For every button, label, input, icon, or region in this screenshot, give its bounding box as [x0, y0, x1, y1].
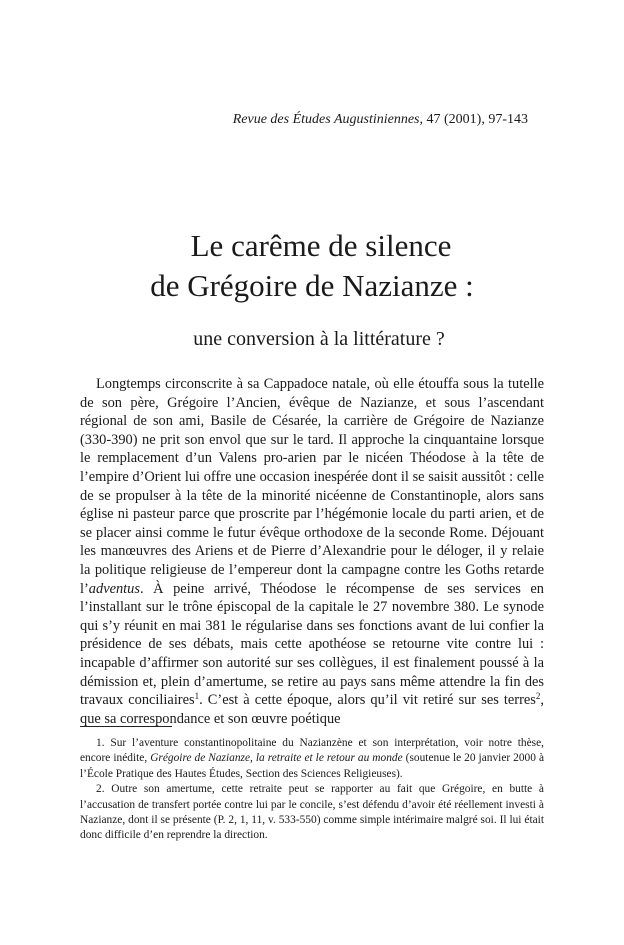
paragraph-text: . À peine arrivé, Théodose le récompense de ses services en l’installant sur le trône épiscopal de la capitale le 27 novembre 380. Le synode qui s’y réunit en mai 381 le régularise dans ses fonctions avant de lui confier la présidence de ses débats, mais cette apothéose se retourne vite contre lui : incapable d’affirmer son autorité sur ses collègues, il est finalement poussé à la démission et, plein d’amertume, se retire au pays sans même attendre la fin des travaux conciliaires	[80, 580, 544, 709]
article-title-line1: Le carême de silence	[190, 228, 452, 263]
article-subtitle: une conversion à la littérature ?	[193, 328, 445, 350]
footnote-text: 1. Sur l’aventure constantinopolitaine du Nazianzène et son interprétation, voir notre thèse, encore inédite,	[80, 737, 544, 765]
italic-term: adventus	[88, 580, 140, 597]
footnotes	[80, 736, 544, 844]
journal-volume-pages: , 47 (2001), 97-143	[419, 112, 528, 127]
thesis-title: Grégoire de Nazianze, la retraite et le retour au monde	[150, 752, 403, 765]
paragraph-text: . C’est à cette époque, alors qu’il vit retiré sur ses terres	[199, 692, 536, 709]
article-title-line2: de Grégoire de Nazianze :	[150, 268, 474, 303]
paragraph-text: Longtemps circonscrite à sa Cappadoce natale, où elle étouffa sous la tutelle de son père, Grégoire l’Ancien, évêque de Nazianze, et sous l’ascendant régional de son ami, Basile de Césarée, la carrière de Grégoire de Nazianze (330-390) ne prit son envol que sur le tard. Il approche la cinquantaine lorsque le remplacement d’un Valens pro-arien par le nicéen Théodose à la tête de l’empire d’Orient lui offre une occasion inespérée dont il se saisit aussitôt : celle de se propulser à la tête de la minorité nicéenne de Constantinople, alors sans église ni pasteur parce que proscrite par l’hégémonie locale du parti arien, et de se placer ainsi comme le futur évêque orthodoxe de la seconde Rome. Déjouant les manœuvres des Ariens et de Pierre d’Alexandrie pour le déloger, il y relaie la politique religieuse de l’empereur dont la campagne contre les Goths retarde l’	[80, 376, 544, 597]
footnote-separator	[80, 726, 172, 727]
journal-title: Revue des Études Augustiniennes	[232, 112, 420, 127]
footnote-ref-2[interactable]: 2	[535, 691, 541, 702]
body-text	[80, 375, 544, 728]
footnote-2: 2. Outre son amertume, cette retraite peut se rapporter au fait que Grégoire, en butte à l’accusation de transfert portée contre lui par le concile, s’est défendu d’avoir été réellement investi à Nazianze, dont il se présente (P. 2, 1, 11, v. 533-550) comme simple intérimaire malgré soi. Il lui était donc difficile d’en reprendre la direction.	[80, 783, 544, 842]
footnote-ref-1[interactable]: 1	[194, 691, 200, 702]
paragraph	[80, 375, 544, 728]
article-title-block	[0, 226, 624, 352]
footnote-1	[80, 736, 544, 782]
footnote-text: (soutenue le 20 janvier 2000 à l’École Pratique des Hautes Études, Section des Sciences Religieuses).	[80, 752, 544, 780]
paragraph-text: , que sa correspondance et son œuvre poétique	[80, 692, 544, 727]
journal-citation	[0, 111, 528, 129]
